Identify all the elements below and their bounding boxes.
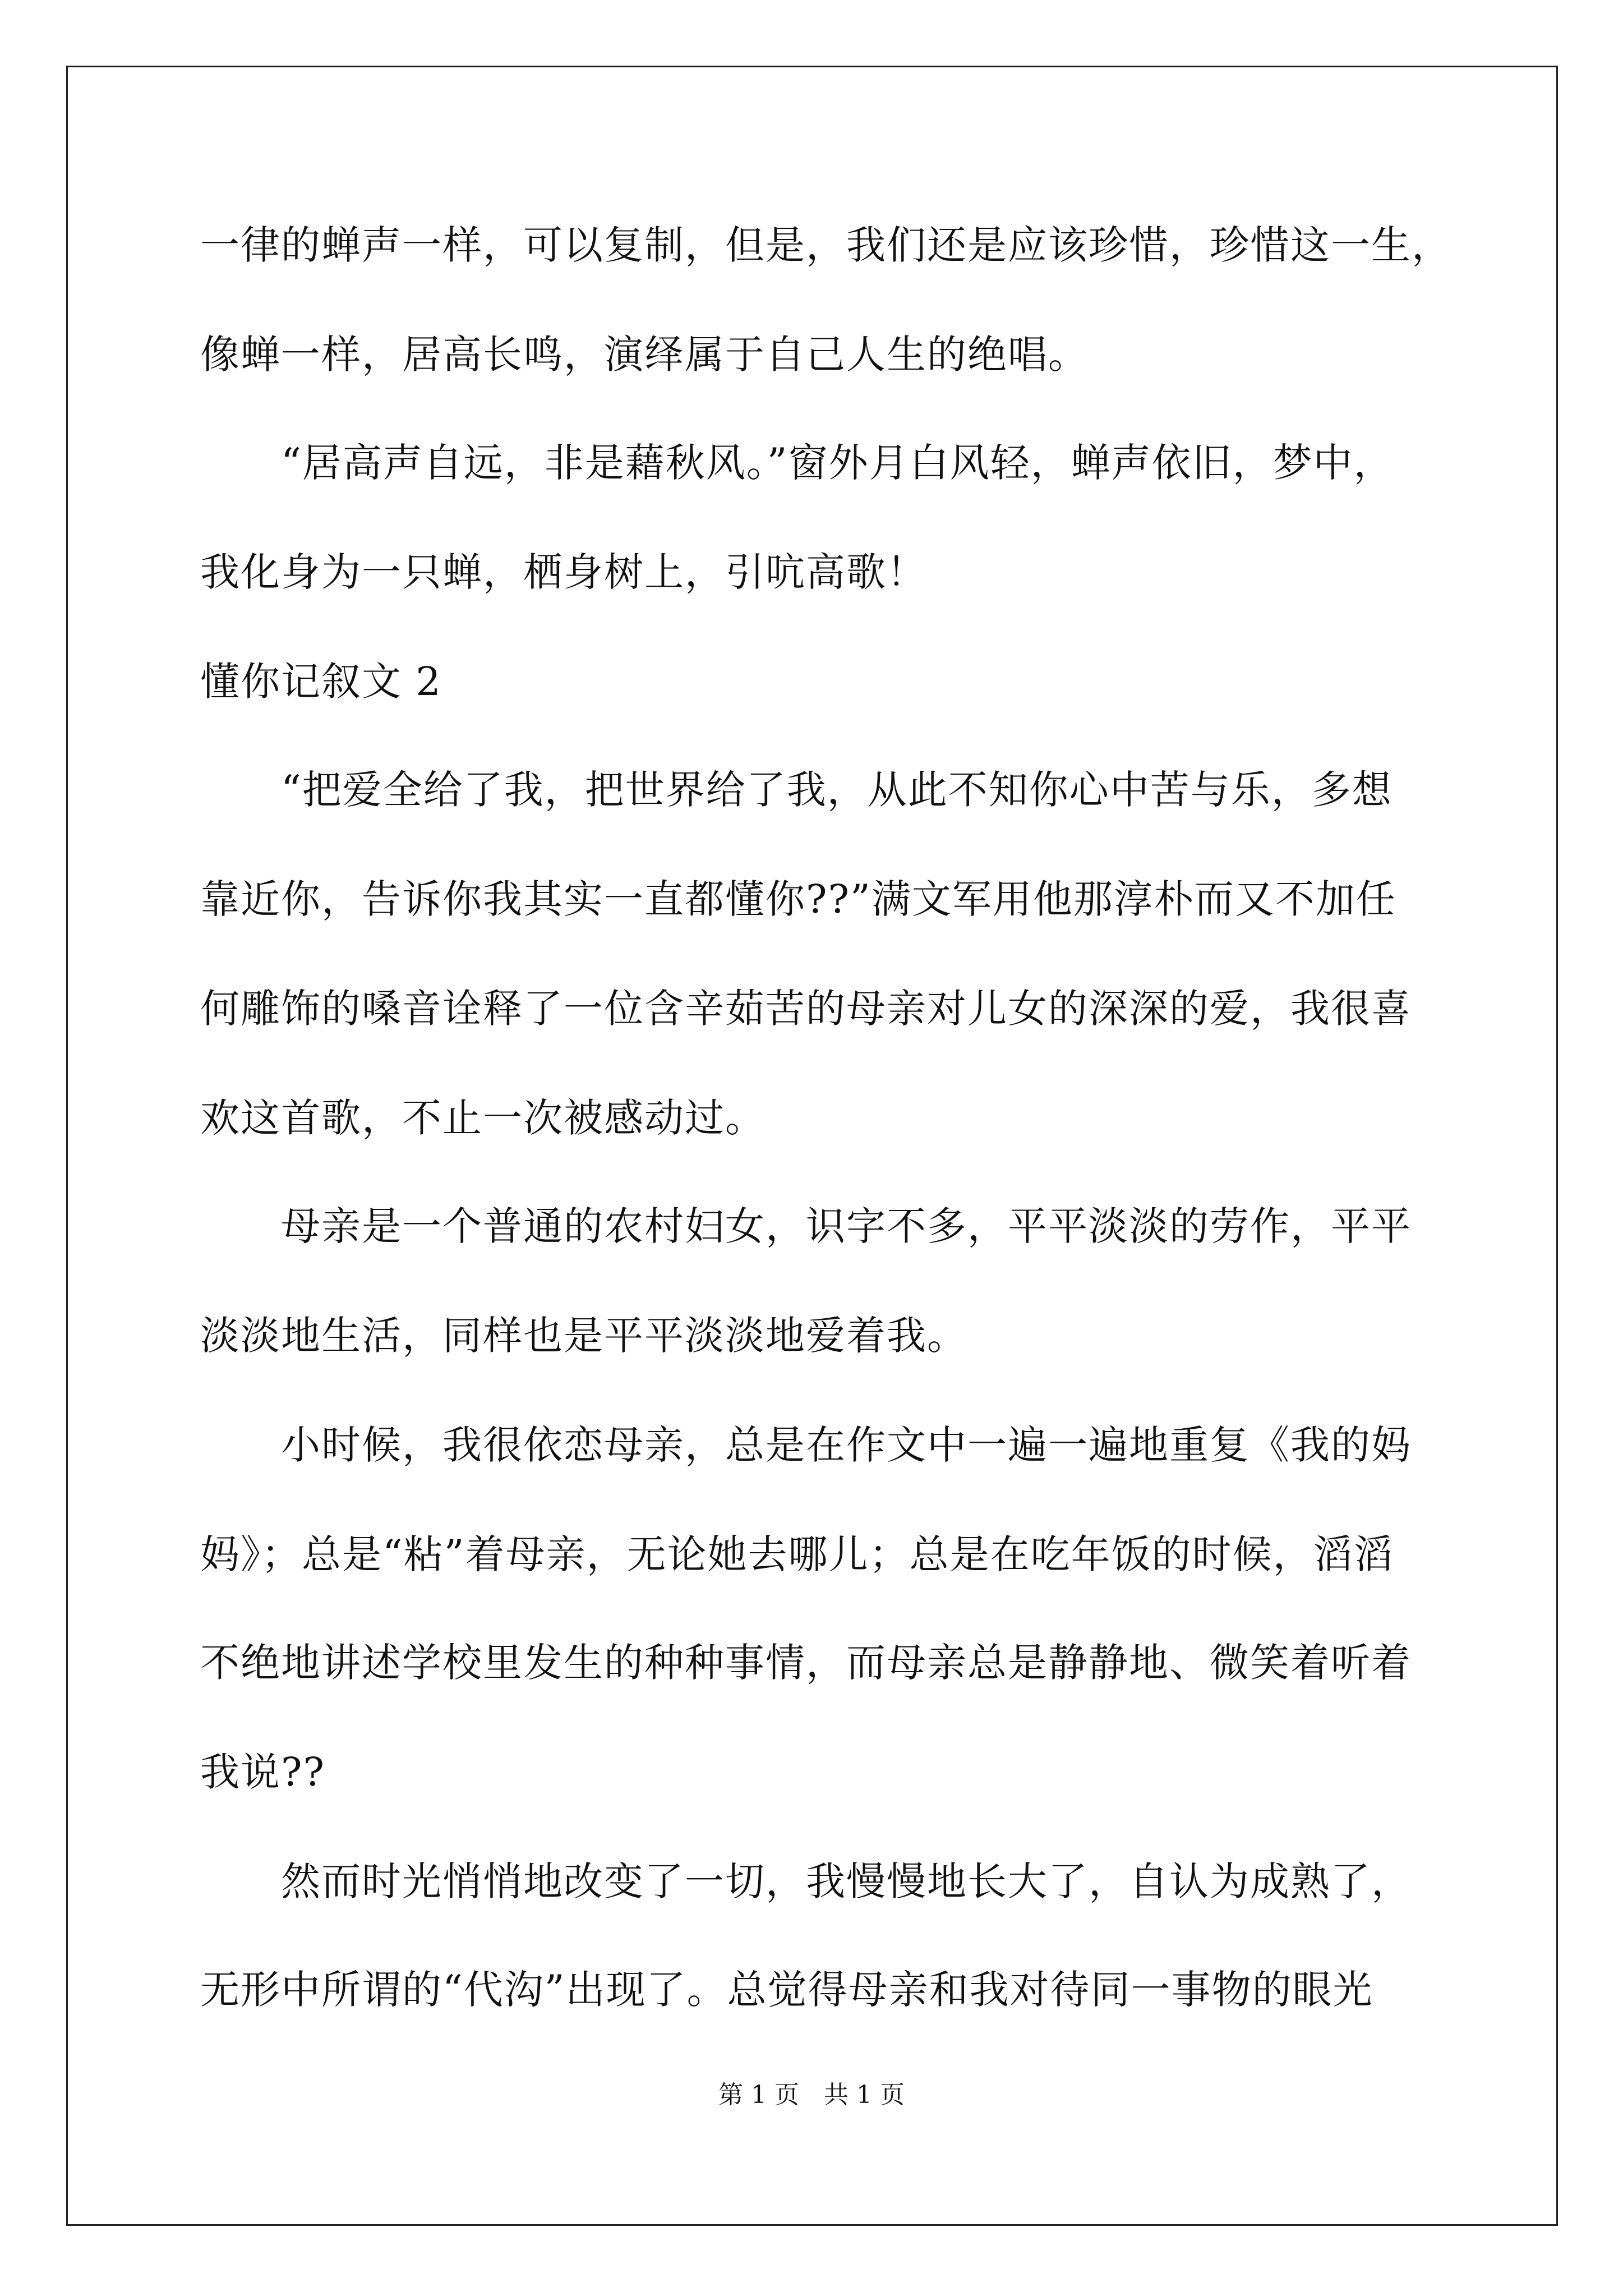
section-heading: 懂你记叙文 2: [200, 659, 442, 705]
text-line: 一律的蝉声一样，可以复制，但是，我们还是应该珍惜，珍惜这一生，: [200, 222, 1452, 268]
text-line: 像蝉一样，居高长鸣，演绎属于自己人生的绝唱。: [200, 332, 1089, 378]
text-line: 靠近你，告诉你我其实一直都懂你??”满文军用他那淳朴而又不加任: [200, 876, 1396, 922]
text-line: 妈》；总是“粘”着母亲，无论她去哪儿；总是在吃年饭的时候，滔滔: [200, 1531, 1394, 1577]
text-line: 何雕饰的嗓音诠释了一位含辛茹苦的母亲对儿女的深深的爱，我很喜: [200, 986, 1412, 1032]
text-line: “居高声自远，非是藉秋风。”窗外月白风轻，蝉声依旧，梦中，: [281, 440, 1394, 486]
text-line: 我说??: [200, 1749, 326, 1795]
text-line: 无形中所谓的“代沟”出现了。总觉得母亲和我对待同一事物的眼光: [200, 1967, 1373, 2013]
text-line: 然而时光悄悄地改变了一切，我慢慢地长大了，自认为成熟了，: [281, 1858, 1412, 1904]
page-footer: 第 1 页 共 1 页: [718, 2081, 905, 2109]
text-line: 欢这首歌，不止一次被感动过。: [200, 1095, 766, 1141]
text-line: 不绝地讲述学校里发生的种种事情，而母亲总是静静地、微笑着听着: [200, 1640, 1412, 1686]
text-line: 小时候，我很依恋母亲，总是在作文中一遍一遍地重复《我的妈: [281, 1422, 1412, 1468]
text-line: 淡淡地生活，同样也是平平淡淡地爱着我。: [200, 1313, 967, 1359]
text-line: “把爱全给了我，把世界给了我，从此不知你心中苦与乐，多想: [281, 767, 1393, 813]
text-line: 我化身为一只蝉，栖身树上，引吭高歌！: [200, 549, 927, 595]
text-line: 母亲是一个普通的农村妇女，识字不多，平平淡淡的劳作，平平: [281, 1203, 1412, 1249]
